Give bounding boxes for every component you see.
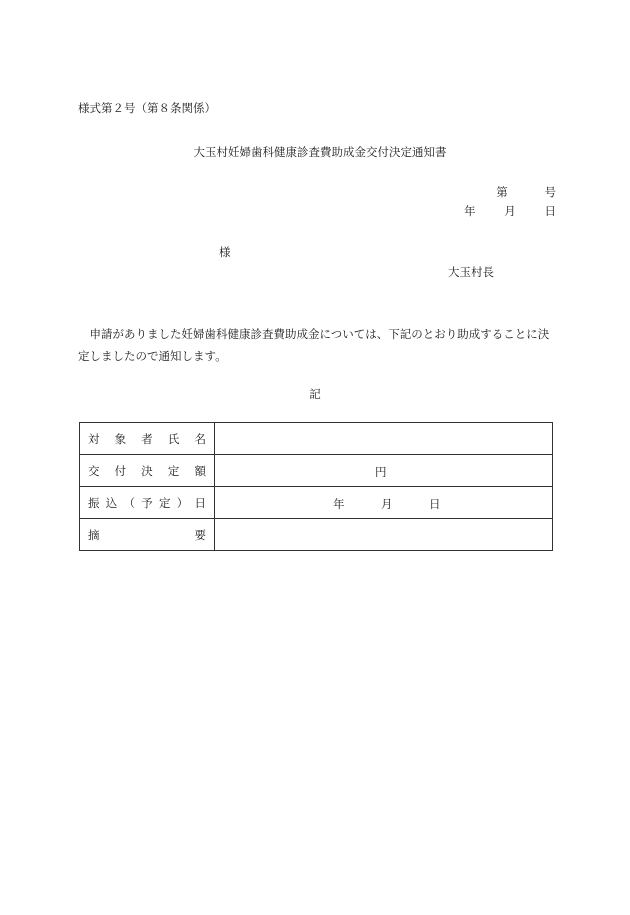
label-char: 摘: [88, 527, 100, 542]
remarks-value: [215, 519, 553, 551]
table-row: [80, 487, 553, 519]
label-char: 予: [141, 495, 153, 510]
label-char: 交: [88, 463, 100, 478]
notice-body-text: 申請がありました妊婦歯科健康診査費助成金については、下記のとおり助成することに決定しましたので通知します。: [78, 327, 550, 363]
transfer-month: 月: [381, 497, 393, 511]
transfer-date-label: [80, 487, 215, 519]
label-char: （: [123, 495, 135, 510]
transfer-day: 日: [429, 497, 441, 511]
addressee-honorific: 様: [219, 245, 231, 259]
label-char: 氏: [167, 431, 180, 446]
number-prefix: 第: [496, 185, 508, 199]
form-number-label: 様式第２号（第８条関係）: [78, 101, 216, 115]
date-month: 月: [504, 204, 516, 218]
label-char: 定: [167, 463, 180, 478]
recipient-name-label: [80, 423, 215, 455]
issuer-name: 大玉村長: [448, 265, 494, 279]
label-char: 額: [194, 463, 206, 478]
grant-amount-label: [80, 455, 215, 487]
label-char: 者: [141, 431, 153, 446]
date-day: 日: [544, 204, 556, 218]
ki-heading: 記: [309, 387, 321, 401]
label-char: 振: [88, 495, 100, 510]
table-row: [80, 423, 553, 455]
document-date-line: [464, 203, 556, 219]
label-char: 付: [114, 463, 127, 478]
number-suffix: 号: [544, 185, 556, 199]
label-char: 対: [88, 431, 100, 446]
remarks-label: [80, 519, 215, 551]
document-number-line: [496, 184, 556, 200]
grant-amount-value: [215, 455, 553, 487]
recipient-name-value: [215, 423, 553, 455]
label-char: 定: [159, 495, 171, 510]
yen-unit: 円: [375, 465, 387, 479]
details-table: [79, 422, 553, 551]
table-row: [80, 455, 553, 487]
label-char: 日: [194, 495, 206, 510]
document-title: 大玉村妊婦歯科健康診査費助成金交付決定通知書: [193, 145, 447, 159]
transfer-year: 年: [333, 497, 345, 511]
label-char: 名: [194, 431, 206, 446]
label-char: 決: [141, 463, 153, 478]
label-char: ）: [176, 495, 189, 510]
table-row: [80, 519, 553, 551]
date-year: 年: [464, 204, 476, 218]
transfer-date-value: [215, 487, 553, 519]
label-char: 込: [105, 495, 118, 510]
label-char: 象: [114, 431, 127, 446]
label-char: 要: [194, 527, 206, 542]
